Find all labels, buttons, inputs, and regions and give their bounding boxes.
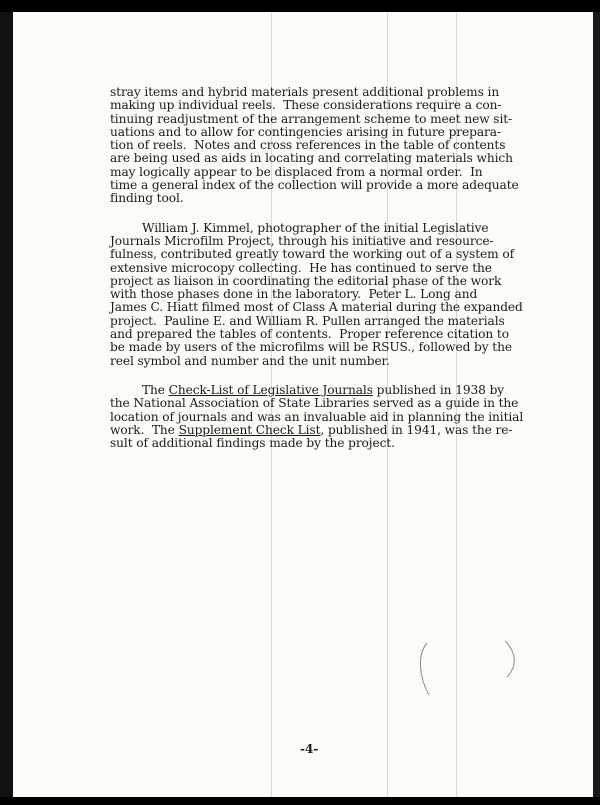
scan-border-right bbox=[593, 12, 600, 797]
text-line: may logically appear to be displaced from a normal order. In bbox=[110, 164, 483, 179]
scan-border-left bbox=[0, 12, 13, 797]
text-line: are being used as aids in locating and correlating materials which bbox=[110, 151, 513, 166]
paragraph-1 bbox=[110, 86, 540, 206]
cited-title: Supplement Check List bbox=[178, 422, 321, 437]
text-line: stray items and hybrid materials present additional problems in bbox=[110, 85, 500, 99]
pencil-mark bbox=[413, 637, 533, 707]
text-line: reel symbol and number and the unit number. bbox=[110, 353, 390, 368]
text-fragment: work. The bbox=[110, 422, 179, 437]
text-line: tinuing readjustment of the arrangement scheme to meet new sit- bbox=[110, 111, 513, 126]
text-line: uations and to allow for contingencies arising in future prepara- bbox=[110, 124, 501, 139]
text-line: project as liaison in coordinating the editorial phase of the work bbox=[110, 273, 502, 288]
text-line: be made by users of the microfilms will be RSUS., followed by the bbox=[110, 340, 512, 355]
text-line: James C. Hiatt filmed most of Class A material during the expanded bbox=[110, 300, 523, 315]
text-line: extensive microcopy collecting. He has continued to serve the bbox=[110, 260, 492, 275]
text-line: project. Pauline E. and William R. Pullen arranged the materials bbox=[110, 313, 505, 328]
paragraph-3 bbox=[110, 384, 540, 450]
text-line: finding tool. bbox=[110, 191, 184, 206]
text-line: making up individual reels. These considerations require a con- bbox=[110, 98, 502, 113]
text-line: Journals Microfilm Project, through his initiative and resource- bbox=[110, 233, 494, 248]
text-line: William J. Kimmel, photographer of the initial Legislative bbox=[142, 220, 489, 235]
text-line: the National Association of State Libraries served as a guide in the bbox=[110, 396, 519, 411]
text-line: fulness, contributed greatly toward the working out of a system of bbox=[110, 247, 514, 262]
document-page bbox=[13, 12, 593, 797]
text-fragment: , published in 1941, was the re- bbox=[320, 422, 513, 437]
text-line: tion of reels. Notes and cross references in the table of contents bbox=[110, 138, 506, 153]
text-line: with those phases done in the laboratory. Peter L. Long and bbox=[110, 287, 478, 302]
text-line bbox=[110, 424, 540, 437]
text-line bbox=[110, 384, 540, 397]
text-fragment: The bbox=[142, 382, 169, 397]
cited-title: Check-List of Legislative Journals bbox=[168, 382, 373, 397]
text-line: location of journals and was an invaluable aid in planning the initial bbox=[110, 409, 524, 424]
text-line: sult of additional findings made by the project. bbox=[110, 436, 395, 451]
body-text bbox=[110, 86, 540, 450]
text-line: time a general index of the collection will provide a more adequate bbox=[110, 178, 519, 193]
text-fragment: published in 1938 by bbox=[372, 382, 505, 397]
page-number: -4- bbox=[300, 742, 319, 756]
text-line: and prepared the tables of contents. Proper reference citation to bbox=[110, 327, 509, 342]
paragraph-2 bbox=[110, 222, 540, 368]
